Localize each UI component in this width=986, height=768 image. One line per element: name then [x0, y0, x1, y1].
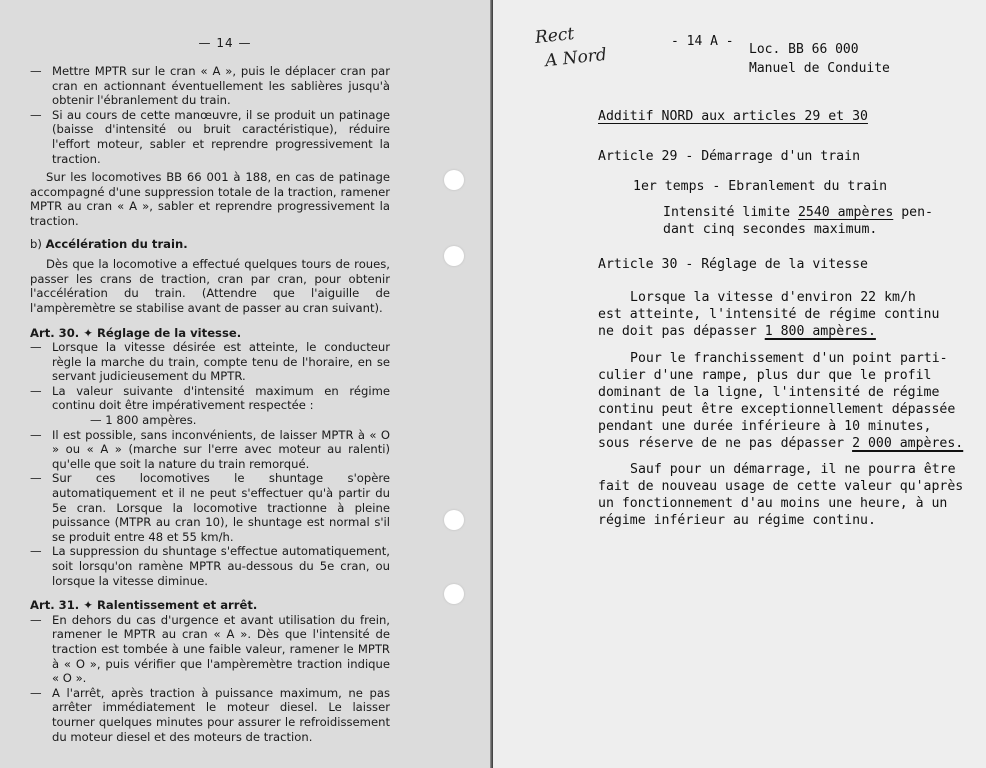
document-header: Loc. BB 66 000: [749, 42, 859, 57]
list-item: — Il est possible, sans inconvénients, de laisser MPTR à « O » ou « A » (marche sur l'erre avec moteur au ralenti) qu'elle que soit la nature du train remorqué.: [30, 427, 390, 471]
art30-heading: Article 30 - Réglage de la vitesse: [598, 257, 868, 272]
paragraph: Sur les locomotives BB 66 001 à 188, en cas de patinage accompagné d'une suppression totale de la traction, ramener MPTR au cran « A », sabler et reprendre progressivement la traction.: [30, 170, 390, 228]
art29-heading: Article 29 - Démarrage d'un train: [598, 149, 861, 164]
right-page-number: - 14 A -: [671, 34, 734, 49]
binder-hole: [444, 510, 464, 530]
section-b-heading: b) Accélération du train.: [30, 236, 188, 251]
list-item: — Mettre MPTR sur le cran « A », puis le déplacer cran par cran en actionnant éventuellement les sablières jusqu'à obtenir l'ébranlement du train.: [30, 64, 390, 108]
left-page-number: — 14 —: [198, 36, 252, 50]
list-item: — Lorsque la vitesse désirée est atteinte, le conducteur règle la marche du train, compte tenu de l'horaire, en se servant judicieusement du MPTR.: [30, 340, 390, 384]
paragraph: Lorsque la vitesse d'environ 22 km/h est atteinte, l'intensité de régime continu ne doit pas dépasser 1 800 ampères.: [598, 290, 940, 339]
list-item: — A l'arrêt, après traction à puissance maximum, ne pas arrêter immédiatement le moteur diesel. Le laisser tourner quelques minutes pour assurer le refroidissement du moteur diesel et des moteurs de traction.: [30, 685, 390, 744]
value-line: — 1 800 ampères.: [90, 413, 197, 428]
left-page: [0, 0, 492, 768]
left-page-body: [30, 64, 390, 744]
list-item: — La suppression du shuntage s'effectue automatiquement, soit lorsqu'on ramène MPTR au-dessous du 5e cran, ou lorsque la vitesse diminue.: [30, 544, 390, 588]
list-item: — Sur ces locomotives le shuntage s'opère automatiquement et il ne peut s'effectuer qu'à partir du 5e cran. Lorsque la locomotive tractionne à pleine puissance (MTPR au cran 10), le shuntage est normal s'il se produit entre 48 et 55 km/h.: [30, 471, 390, 544]
binder-hole: [444, 584, 464, 604]
paragraph: Sauf pour un démarrage, il ne pourra être fait de nouveau usage de cette valeur qu'après un fonctionnement d'au moins une heure, à un régime inférieur au régime continu.: [598, 462, 964, 528]
list-item: — En dehors du cas d'urgence et avant utilisation du frein, ramener le MPTR au cran « A ». Dès que l'intensité de traction est tombée à une faible valeur, ramener le MPTR à « O », puis vérifier que l'ampèremètre traction indique « O ».: [30, 612, 390, 686]
art30-heading: Art. 30. ✦ Réglage de la vitesse.: [30, 325, 242, 340]
additif-title: Additif NORD aux articles 29 et 30: [598, 109, 868, 124]
binder-hole: [444, 246, 464, 266]
handwritten-note: A Nord: [544, 44, 608, 72]
list-item: — La valeur suivante d'intensité maximum en régime continu doit être impérativement respectée :: [30, 383, 390, 413]
handwritten-note: Rect: [534, 24, 576, 48]
right-page: [493, 0, 986, 768]
art29-sub: 1er temps - Ebranlement du train: [633, 179, 888, 194]
paragraph: Pour le franchissement d'un point parti- culier d'une rampe, plus dur que le profil dominant de la ligne, l'intensité de régime continu peut être exceptionnellement dépassée pendant une durée inférieure à 10 minutes, sous réserve de ne pas dépasser 2 000 ampères.: [598, 351, 964, 451]
art31-heading: Art. 31. ✦ Ralentissement et arrêt.: [30, 598, 258, 613]
art29-text: Intensité limite 2540 ampères pen- dant cinq secondes maximum.: [663, 205, 933, 237]
paragraph: Dès que la locomotive a effectué quelques tours de roues, passer les crans de traction, cran par cran, pour obtenir l'accélération du train. (Attendre que l'aiguille de l'ampèremètre se stabilise avant de passer au cran suivant).: [30, 257, 390, 315]
list-item: — Si au cours de cette manœuvre, il se produit un patinage (baisse d'intensité ou bruit caractéristique), réduire l'effort moteur, sabler et reprendre progressivement la traction.: [30, 107, 390, 166]
document-header: Manuel de Conduite: [749, 61, 890, 76]
binder-hole: [444, 170, 464, 190]
